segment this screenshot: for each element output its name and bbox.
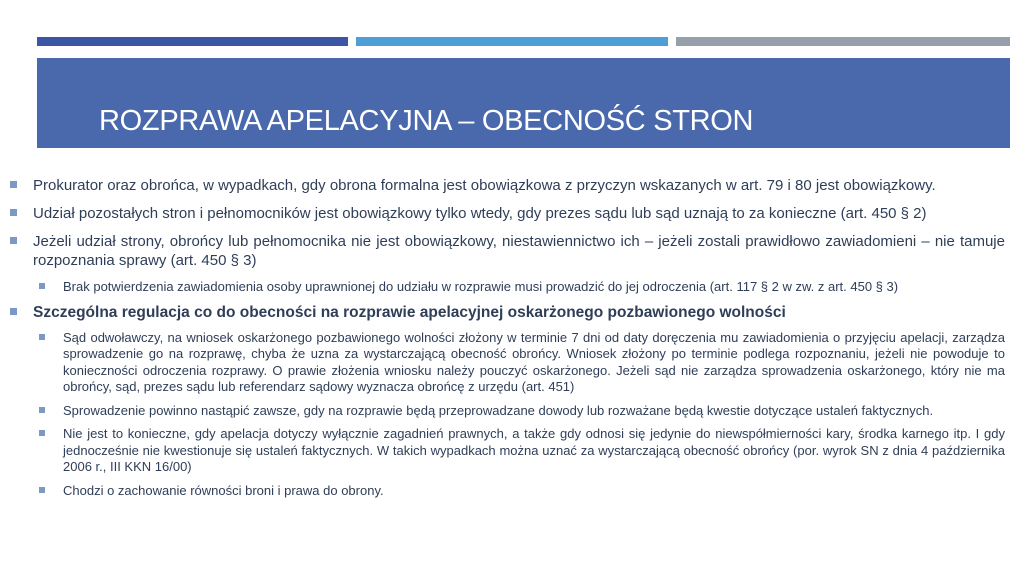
bullet-text: Jeżeli udział strony, obrońcy lub pełnomocnika nie jest obowiązkowy, niestawiennictwo ich – jeżeli zostali prawidłowo zawiadomieni – nie tamuje rozpoznania sprawy (art. 450 § 3) xyxy=(33,233,1005,269)
bullet-text: Prokurator oraz obrońca, w wypadkach, gdy obrona formalna jest obowiązkowa z przyczyn wskazanych w art. 79 i 80 jest obowiązkowy. xyxy=(33,177,936,194)
accent-bar-dark-blue xyxy=(37,37,348,46)
bullet-item xyxy=(33,176,1005,195)
title-banner xyxy=(37,58,1010,148)
bullet-text: Sprowadzenie powinno nastąpić zawsze, gdy na rozprawie będą przeprowadzane dowody lub rozważane będą kwestie dotyczące ustaleń faktycznych. xyxy=(63,402,934,418)
bullet-square-icon xyxy=(10,237,17,244)
bullet-item xyxy=(63,279,1005,296)
bullet-item xyxy=(63,403,1005,420)
bullet-square-icon xyxy=(10,181,17,188)
bullet-text: Nie jest to konieczne, gdy apelacja dotyczy wyłącznie zagadnień prawnych, a także gdy odnosi się jedynie do niewspółmierności kary, środka karnego itp. I gdy jednocześnie nie kwestionuje się ustaleń faktycznych. W takich wypadkach można uznać za wystarczającą obecność obrońcy (por. wyrok SN z dnia 4 października 2006 r., III KKN 16/00) xyxy=(63,426,1005,474)
bullet-square-icon xyxy=(39,407,45,413)
bullet-square-icon xyxy=(10,308,17,315)
accent-bar-light-blue xyxy=(356,37,668,46)
bullet-square-icon xyxy=(10,209,17,216)
bullet-square-icon xyxy=(39,430,45,436)
bullet-item xyxy=(33,232,1005,270)
bullet-item xyxy=(63,483,1005,500)
bullet-text: Szczególna regulacja co do obecności na rozprawie apelacyjnej oskarżonego pozbawionego wolności xyxy=(33,303,786,321)
bullet-list xyxy=(0,176,1024,506)
bullet-square-icon xyxy=(39,334,45,340)
bullet-text: Chodzi o zachowanie równości broni i prawa do obrony. xyxy=(63,482,384,498)
accent-bars xyxy=(37,37,1010,46)
slide-title: ROZPRAWA APELACYJNA – OBECNOŚĆ STRON xyxy=(99,105,754,137)
bullet-text: Udział pozostałych stron i pełnomocników jest obowiązkowy tylko wtedy, gdy prezes sądu lub sąd uznają to za konieczne (art. 450 § 2) xyxy=(33,205,927,222)
bullet-text: Brak potwierdzenia zawiadomienia osoby uprawnionej do udziału w rozprawie musi prowadzić do jej odroczenia (art. 117 § 2 w zw. z art. 450 § 3) xyxy=(63,279,899,294)
bullet-item xyxy=(33,204,1005,223)
bullet-item xyxy=(63,426,1005,476)
bullet-square-icon xyxy=(39,283,45,289)
bullet-square-icon xyxy=(39,487,45,493)
bullet-item xyxy=(63,330,1005,396)
bullet-text: Sąd odwoławczy, na wniosek oskarżonego pozbawionego wolności złożony w terminie 7 dni od daty doręczenia mu zawiadomienia o przyjęciu apelacji, zarządza sprowadzenie go na rozprawę, chyba że uzna za wystarczającą obecność obrońcy. Wniosek złożony po terminie podlega rozpoznaniu, jeżeli nie powoduje to konieczności odroczenia rozprawy. O prawie złożenia wniosku należy pouczyć oskarżonego. Jeżeli sąd nie zarządza sprowadzenia oskarżonego, który nie ma obrońcy, sąd, prezes sądu lub referendarz sądowy wyznacza obrońcę z urzędu (art. 451) xyxy=(63,329,1005,394)
bullet-item xyxy=(33,303,1005,322)
accent-bar-gray xyxy=(676,37,1010,46)
